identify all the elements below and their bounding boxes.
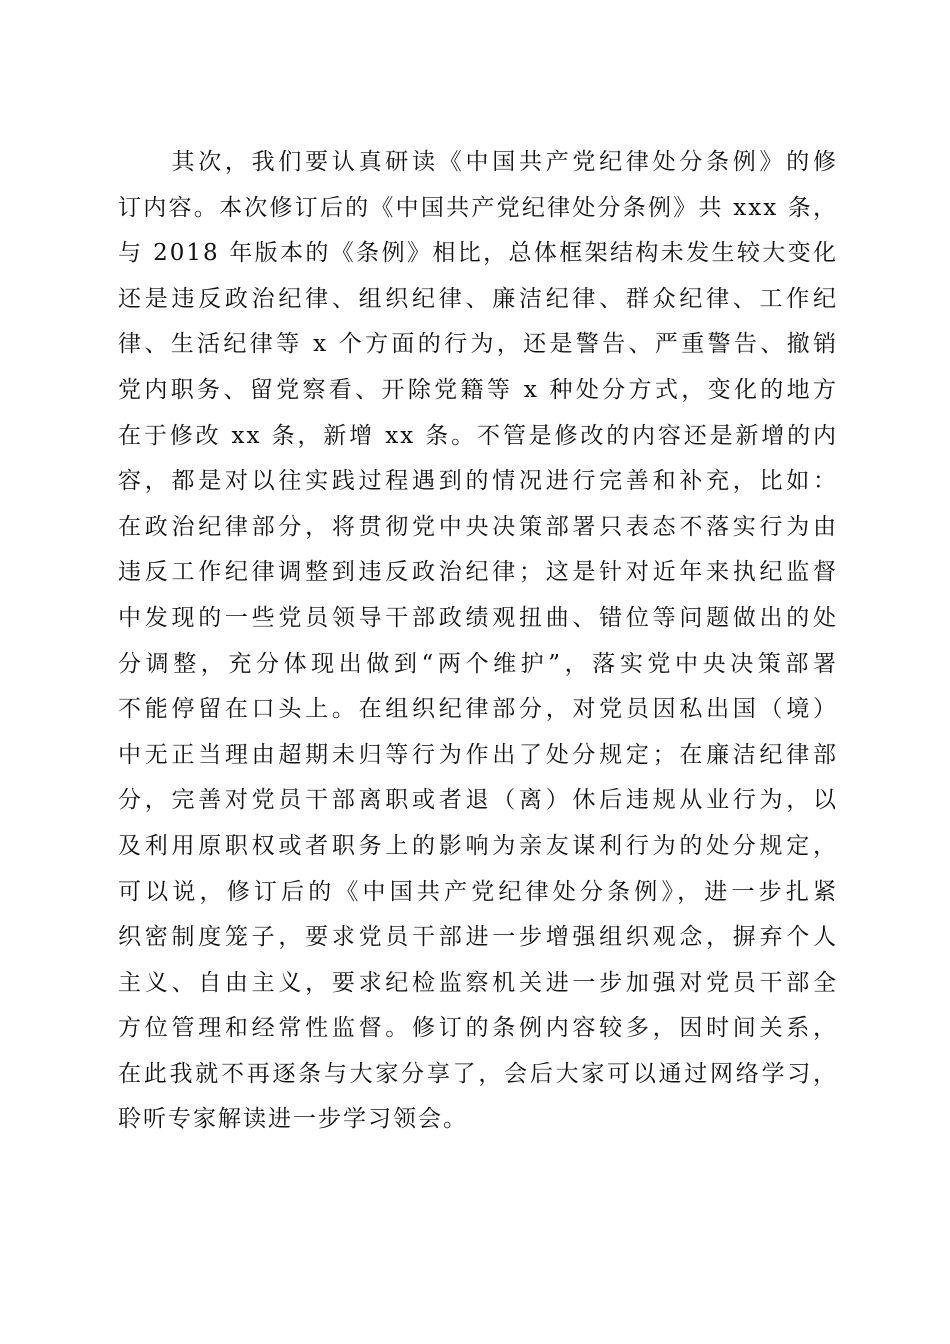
paragraph-line-8: 容，都是对以往实践过程遇到的情况进行完善和补充，比如： [118,468,838,495]
paragraph-line-12: 分调整，充分体现出做到“两个维护”，落实党中央决策部署 [118,650,838,677]
paragraph-line-20: 方位管理和经常性监督。修订的条例内容较多，因时间关系， [118,1015,838,1042]
paragraph-line-17: 可以说，修订后的《中国共产党纪律处分条例》，进一步扎紧 [118,878,838,905]
paragraph-line-13: 不能停留在口头上。在组织纪律部分，对党员因私出国（境） [118,696,838,723]
paragraph-line-18: 织密制度笼子，要求党员干部进一步增强组织观念，摒弃个人 [118,924,838,951]
paragraph-line-11: 中发现的一些党员领导干部政绩观扭曲、错位等问题做出的处 [118,604,838,631]
paragraph-line-4: 还是违反政治纪律、组织纪律、廉洁纪律、群众纪律、工作纪 [118,285,838,312]
paragraph-line-15: 分，完善对党员干部离职或者退（离）休后违规从业行为，以 [118,787,838,814]
paragraph-line-1: 其次，我们要认真研读《中国共产党纪律处分条例》的修 [118,149,838,175]
paragraph-line-22: 聆听专家解读进一步学习领会。 [118,1106,468,1133]
paragraph-line-6: 党内职务、留党察看、开除党籍等 x 种处分方式，变化的地方 [118,376,838,403]
paragraph-line-9: 在政治纪律部分，将贯彻党中央决策部署只表态不落实行为由 [118,513,838,540]
paragraph-line-21: 在此我就不再逐条与大家分享了，会后大家可以通过网络学习， [118,1060,838,1087]
paragraph-line-2: 订内容。本次修订后的《中国共产党纪律处分条例》共 xxx 条， [118,194,838,221]
paragraph-line-10: 违反工作纪律调整到违反政治纪律；这是针对近年来执纪监督 [118,559,838,586]
paragraph-line-7: 在于修改 xx 条，新增 xx 条。不管是修改的内容还是新增的内 [118,422,838,449]
paragraph-line-5: 律、生活纪律等 x 个方面的行为，还是警告、严重警告、撤销 [118,331,838,358]
paragraph-line-16: 及利用原职权或者职务上的影响为亲友谋利行为的处分规定， [118,832,838,859]
paragraph-line-3: 与 2018 年版本的《条例》相比，总体框架结构未发生较大变化 [118,240,838,267]
paragraph-line-19: 主义、自由主义，要求纪检监察机关进一步加强对党员干部全 [118,969,838,996]
body-paragraph [118,140,838,1143]
paragraph-line-14: 中无正当理由超期未归等行为作出了处分规定；在廉洁纪律部 [118,741,838,768]
